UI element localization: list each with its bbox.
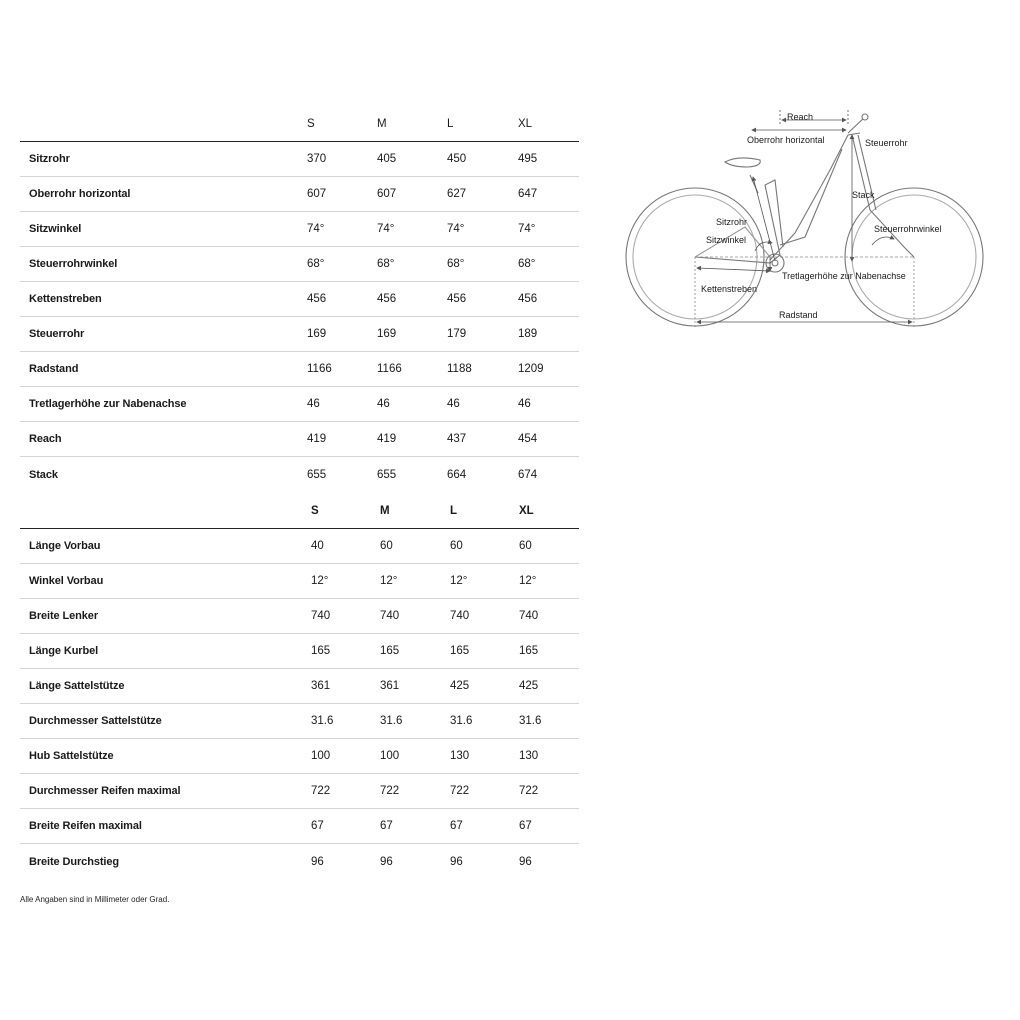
- row-value: 68°: [307, 258, 325, 270]
- row-value: 68°: [518, 258, 536, 270]
- table-row: [20, 564, 579, 599]
- row-value: 419: [307, 433, 327, 445]
- table-row: [20, 529, 579, 564]
- row-value: 419: [377, 433, 397, 445]
- row-value: 370: [307, 153, 327, 165]
- row-value: 60: [380, 540, 393, 552]
- row-label: Breite Reifen maximal: [29, 820, 142, 832]
- label-sitzwinkel: Sitzwinkel: [706, 235, 747, 245]
- components-table: [20, 494, 579, 879]
- table-row: [20, 844, 579, 879]
- row-label: Tretlagerhöhe zur Nabenachse: [29, 398, 187, 410]
- row-value: 722: [380, 785, 400, 797]
- row-value: 495: [518, 153, 538, 165]
- geometry-table-header: [20, 107, 579, 142]
- table-row: [20, 634, 579, 669]
- row-label: Kettenstreben: [29, 293, 102, 305]
- row-value: 1209: [518, 363, 544, 375]
- row-value: 67: [519, 820, 532, 832]
- row-value: 437: [447, 433, 467, 445]
- row-label: Steuerrohr: [29, 328, 85, 340]
- row-value: 31.6: [519, 715, 542, 727]
- row-value: 96: [450, 855, 463, 868]
- row-label: Breite Lenker: [29, 610, 99, 622]
- size-header-xl: XL: [518, 118, 533, 130]
- size-header-xl: XL: [519, 505, 534, 517]
- footnote: Alle Angaben sind in Millimeter oder Grad.: [20, 895, 170, 904]
- row-label: Sitzrohr: [29, 153, 70, 165]
- row-value: 68°: [377, 258, 395, 270]
- row-value: 722: [519, 785, 539, 797]
- row-value: 740: [311, 610, 331, 622]
- row-value: 165: [519, 645, 539, 657]
- row-label: Durchmesser Reifen maximal: [29, 785, 181, 797]
- row-value: 165: [450, 645, 470, 657]
- row-value: 456: [447, 293, 467, 305]
- row-value: 627: [447, 188, 467, 200]
- row-value: 169: [307, 328, 327, 340]
- row-value: 12°: [519, 575, 537, 587]
- size-header-m: M: [377, 118, 387, 130]
- row-value: 456: [518, 293, 538, 305]
- row-value: 100: [311, 750, 331, 762]
- row-value: 740: [380, 610, 400, 622]
- diagram-labels: [701, 112, 942, 320]
- row-value: 165: [380, 645, 400, 657]
- geometry-table: [20, 107, 579, 492]
- table-row: [20, 457, 579, 492]
- row-label: Länge Vorbau: [29, 540, 101, 552]
- table-row: [20, 282, 579, 317]
- row-label: Stack: [29, 468, 58, 481]
- row-value: 607: [307, 188, 327, 200]
- row-value: 74°: [447, 223, 465, 235]
- row-value: 12°: [311, 575, 329, 587]
- row-value: 74°: [307, 223, 325, 235]
- row-value: 655: [307, 468, 327, 481]
- size-header-l: L: [447, 118, 454, 130]
- row-value: 46: [377, 398, 390, 410]
- row-label: Oberrohr horizontal: [29, 188, 131, 200]
- row-value: 1166: [307, 363, 332, 375]
- label-sitzrohr: Sitzrohr: [716, 217, 748, 227]
- label-kettenstreben: Kettenstreben: [701, 284, 758, 294]
- table-row: [20, 774, 579, 809]
- table-row: [20, 177, 579, 212]
- row-value: 12°: [380, 575, 398, 587]
- row-label: Steuerrohrwinkel: [29, 258, 118, 270]
- row-value: 40: [311, 540, 324, 552]
- row-value: 31.6: [450, 715, 473, 727]
- table-row: [20, 809, 579, 844]
- bike-geometry-diagram: [620, 105, 990, 335]
- row-label: Reach: [29, 433, 62, 445]
- table-row: [20, 352, 579, 387]
- row-value: 179: [447, 328, 467, 340]
- row-value: 74°: [518, 223, 536, 235]
- row-value: 96: [519, 855, 532, 868]
- label-oberrohr: Oberrohr horizontal: [747, 135, 825, 145]
- label-stack: Stack: [852, 190, 875, 200]
- row-value: 67: [380, 820, 393, 832]
- size-header-s: S: [307, 118, 315, 130]
- components-table-header: [20, 494, 579, 529]
- row-value: 74°: [377, 223, 395, 235]
- row-value: 68°: [447, 258, 465, 270]
- table-row: [20, 212, 579, 247]
- row-value: 165: [311, 645, 331, 657]
- row-value: 456: [377, 293, 397, 305]
- row-value: 67: [311, 820, 324, 832]
- table-row: [20, 422, 579, 457]
- row-label: Länge Kurbel: [29, 645, 99, 657]
- table-row: [20, 142, 579, 177]
- label-reach: Reach: [787, 112, 814, 122]
- row-value: 130: [450, 750, 470, 762]
- row-value: 189: [518, 328, 538, 340]
- row-value: 454: [518, 433, 538, 445]
- table-row: [20, 669, 579, 704]
- row-value: 46: [307, 398, 320, 410]
- row-value: 361: [380, 680, 400, 692]
- row-label: Hub Sattelstütze: [29, 750, 114, 762]
- table-row: [20, 247, 579, 282]
- row-label: Durchmesser Sattelstütze: [29, 715, 162, 727]
- label-steuerrohrwinkel: Steuerrohrwinkel: [874, 224, 942, 234]
- row-value: 100: [380, 750, 400, 762]
- table-row: [20, 387, 579, 422]
- row-value: 46: [518, 398, 531, 410]
- row-value: 31.6: [380, 715, 403, 727]
- row-label: Länge Sattelstütze: [29, 680, 125, 692]
- row-value: 169: [377, 328, 397, 340]
- row-value: 1166: [377, 363, 402, 375]
- geometry-table-body: [20, 142, 579, 492]
- label-steuerrohr: Steuerrohr: [865, 138, 908, 148]
- components-table-body: [20, 529, 579, 879]
- row-value: 740: [519, 610, 539, 622]
- table-row: [20, 317, 579, 352]
- row-value: 96: [311, 855, 324, 868]
- table-row: [20, 704, 579, 739]
- row-value: 740: [450, 610, 470, 622]
- row-value: 664: [447, 468, 467, 481]
- row-value: 456: [307, 293, 327, 305]
- row-value: 722: [311, 785, 331, 797]
- row-value: 96: [380, 855, 393, 868]
- row-value: 361: [311, 680, 331, 692]
- row-value: 46: [447, 398, 460, 410]
- row-value: 60: [519, 540, 532, 552]
- row-value: 60: [450, 540, 463, 552]
- row-value: 425: [519, 680, 539, 692]
- row-value: 607: [377, 188, 397, 200]
- row-label: Sitzwinkel: [29, 223, 82, 235]
- label-radstand: Radstand: [779, 310, 818, 320]
- table-row: [20, 599, 579, 634]
- row-value: 130: [519, 750, 539, 762]
- row-value: 31.6: [311, 715, 334, 727]
- row-label: Breite Durchstieg: [29, 855, 119, 868]
- size-header-m: M: [380, 505, 390, 517]
- row-value: 674: [518, 468, 538, 481]
- row-label: Radstand: [29, 363, 79, 375]
- table-row: [20, 739, 579, 774]
- label-tretlager: Tretlagerhöhe zur Nabenachse: [782, 271, 906, 281]
- row-value: 1188: [447, 363, 472, 375]
- row-value: 722: [450, 785, 470, 797]
- row-value: 425: [450, 680, 470, 692]
- size-header-l: L: [450, 505, 458, 517]
- row-value: 450: [447, 153, 467, 165]
- row-value: 655: [377, 468, 397, 481]
- bike-drawing: [626, 114, 983, 326]
- size-header-s: S: [311, 505, 319, 517]
- row-value: 67: [450, 820, 463, 832]
- row-value: 405: [377, 153, 397, 165]
- row-value: 12°: [450, 575, 468, 587]
- row-label: Winkel Vorbau: [29, 575, 104, 587]
- row-value: 647: [518, 188, 538, 200]
